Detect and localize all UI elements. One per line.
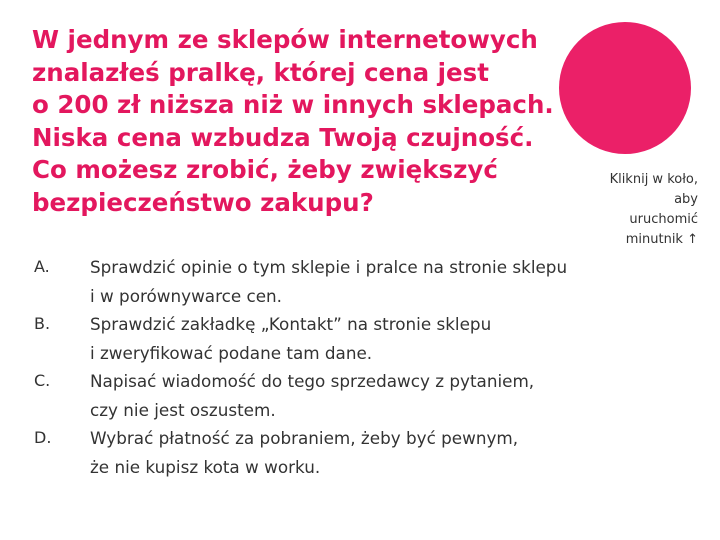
answer-line: Napisać wiadomość do tego sprzedawcy z pytaniem, [90,371,535,391]
answer-text [90,424,594,481]
question-line: Co możesz zrobić, żeby zwiększyć [32,155,498,184]
answer-line: czy nie jest oszustem. [90,399,276,420]
answer-line: Sprawdzić opinie o tym sklepie i pralce na stronie sklepu [90,257,568,277]
timer-hint-line: Kliknij w koło, [609,172,698,187]
answer-list [34,253,594,481]
timer-circle-button[interactable] [559,22,691,154]
question-line: bezpieczeństwo zakupu? [32,187,374,217]
question-text [32,24,552,219]
answer-option-a[interactable] [34,253,594,310]
timer-hint-line: minutnik ↑ [625,232,698,247]
answer-text [90,310,594,367]
answer-letter: C. [34,371,51,390]
timer-hint-line: aby [674,192,698,207]
timer-hint-line: uruchomić [629,212,698,227]
question-line: o 200 zł niższa niż w innych sklepach. [32,90,554,119]
question-line: Niska cena wzbudza Twoją czujność. [32,122,534,152]
answer-option-c[interactable] [34,367,594,424]
answer-option-b[interactable] [34,310,594,367]
answer-line: Wybrać płatność za pobraniem, żeby być pewnym, [90,428,519,448]
answer-text [90,367,594,424]
answer-letter: D. [34,428,52,447]
question-line: W jednym ze sklepów internetowych [32,25,538,54]
answer-line: i zweryfikować podane tam dane. [90,342,373,363]
answer-line: i w porównywarce cen. [90,285,283,306]
answer-letter: B. [34,314,51,333]
answer-line: że nie kupisz kota w worku. [90,456,321,477]
timer-hint [578,170,698,250]
answer-letter: A. [34,257,50,276]
answer-line: Sprawdzić zakładkę „Kontakt” na stronie sklepu [90,314,492,334]
answer-option-d[interactable] [34,424,594,481]
question-line: znalazłeś pralkę, której cena jest [32,57,489,87]
answer-text [90,253,594,310]
